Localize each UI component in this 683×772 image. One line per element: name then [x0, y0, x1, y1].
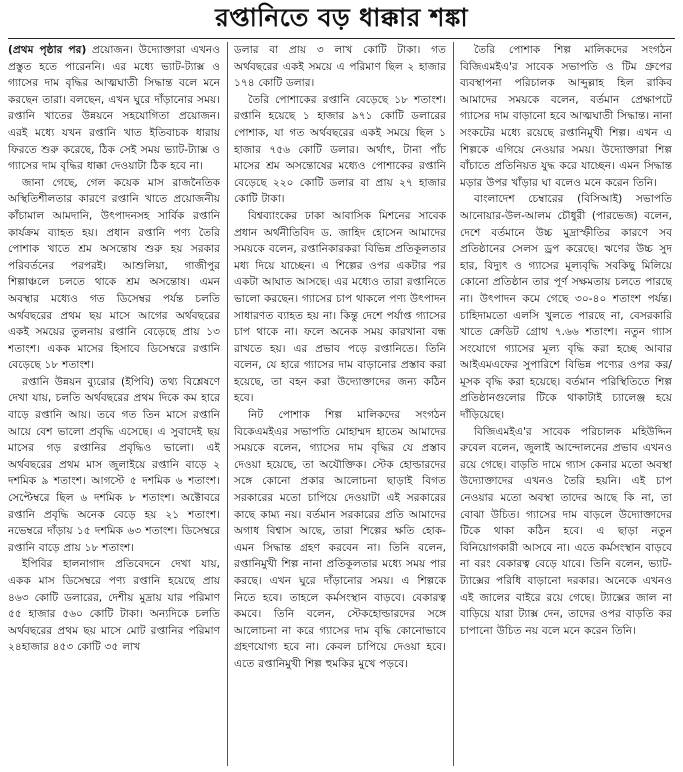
column-2-paragraph-2: তৈরি পোশাকের রপ্তানি বেড়েছে ১৮ শতাংশ। রপ্তানি হয়েছে ১ হাজার ৯৭১ কোটি ডলারের পোশাক, যা গত অর্থবছরের একই সময়ে ছিল ১ হাজার ৭৫৬ কোটি ডলার। অর্থাৎ, টানা পাঁচ মাসের শ্রম অসন্তোষের মধ্যেও পোশাকের রপ্তানি বেড়েছে ২২০ কোটি ডলার বা প্রায় ২৭ হাজার কোটি টাকা।: [234, 93, 446, 206]
article-column-1: [8, 42, 220, 766]
column-1-paragraph-3: রপ্তানি উন্নয়ন ব্যুরোর (ইপিবি) তথ্য বিশ্লেষণে দেখা যায়, চলতি অর্থবছরের প্রথম দিকে কম হারে বাড়ে রপ্তানি আয়। তবে গত তিন মাসে রপ্তানি আয়ে বেশ ভালো প্রবৃদ্ধি এসেছে। এ সুবাদেই ছয় মাসের গড় রপ্তানির প্রবৃদ্ধিও ভালো। এই অর্থবছরের প্রথম মাস জুলাইয়ে রপ্তানি বাড়ে ২ দশমিক ৯ শতাংশ। আগস্টে ৫ দশমিক ৬ শতাংশ। সেপ্টেম্বরে ছিল ৬ দশমিক ৮ শতাংশ। অক্টোবরে রপ্তানি প্রবৃদ্ধি অনেক বেড়ে হয় ২১ শতাংশ। নভেম্বরে দাঁড়ায় ১৫ দশমিক ৬৩ শতাংশ। ডিসেম্বরে রপ্তানি বাড়ে প্রায় ১৮ শতাংশ।: [8, 375, 220, 554]
column-1-paragraph-1: [8, 42, 220, 175]
article-column-2: [234, 42, 446, 766]
column-divider-2: [453, 42, 454, 766]
column-2-paragraph-1: ডলার বা প্রায় ৩ লাখ কোটি টাকা। গত অর্থবছরের একই সময়ে এ পরিমাণ ছিল ২ হাজার ১৭৪ কোটি ডলার।: [234, 44, 446, 90]
headline: রপ্তানিতে বড় ধাক্কার শঙ্কা: [215, 3, 468, 32]
headline-rule: [8, 38, 675, 39]
column-1-paragraph-4: ইপিবির হালনাগাদ প্রতিবেদনে দেখা যায়, একক মাস ডিসেম্বরে পণ্য রপ্তানি হয়েছে প্রায় ৪৬৩ কোটি ডলারের, দেশীয় মুদ্রায় যার পরিমাণ ৫৫ হাজার ৫৬০ কোটি টাকা। অন্যদিকে চলতি অর্থবছরের প্রথম ছয় মাসে মোট রপ্তানির পরিমাণ ২৪হাজার ৪৫৩ কোটি ৩৫ লাখ: [8, 558, 220, 654]
article-columns: [8, 42, 675, 766]
article-column-3: [460, 42, 672, 766]
paragraph-text: প্রয়োজন। উদ্যোক্তারা এখনও প্রস্তুত হতে পারেননি। এর মধ্যে ভ্যাট-ট্যাক্স ও গ্যাসের দাম বৃদ্ধির আত্মঘাতী সিদ্ধান্ত বলে মনে করছেন তারা। বলছেন, এখন ঘুরে দাঁড়ানোর সময়। রপ্তানি খাতের উন্নয়নে সহযোগিতা প্রয়োজন। এরই মধ্যে যখন রপ্তানি খাত ইতিবাচক ধারায় ফিরতে শুরু করেছে, ঠিক সেই সময় ভ্যাট-ট্যাক্স ও গ্যাসের দাম বৃদ্ধির ধাক্কা দেওয়াটা ঠিক হবে না।: [8, 44, 220, 173]
column-1-paragraph-2: জানা গেছে, গেল কয়েক মাস রাজনৈতিক অস্থিতিশীলতার কারণে রপ্তানি খাতে প্রয়োজনীয় কাঁচামাল আমদানি, উৎপাদনসহ সার্বিক রপ্তানি কার্যক্রম ব্যাহত হয়। প্রধান রপ্তানি পণ্য তৈরি পোশাক খাতে শ্রম অসন্তোষ শুরু হয় সরকার পরিবর্তনের পরপরই। আশুলিয়া, গাজীপুর শিল্পাঞ্চলে চলতে থাকে শ্রম অসন্তোষ। এমন অবস্থার মধ্যেও গত ডিসেম্বর পর্যন্ত চলতি অর্থবছরের প্রথম ছয় মাসে আগের অর্থবছরের একই সময়ের তুলনায় রপ্তানি বেড়েছে প্রায় ১৩ শতাংশ। একক মাসের হিসাবে ডিসেম্বরে রপ্তানি বেড়েছে ১৮ শতাংশ।: [8, 176, 220, 372]
column-divider-1: [227, 42, 228, 766]
column-2-paragraph-4: নিট পোশাক শিল্প মালিকদের সংগঠন বিকেএমইএর সভাপতি মোহাম্মদ হাতেম আমাদের সময়কে বলেন, গ্যাসের দাম বৃদ্ধির যে প্রস্তাব দেওয়া হয়েছে, তা অযৌক্তিক। স্টেক হোল্ডারদের সঙ্গে কোনো প্রকার আলোচনা ছাড়াই বিগত সরকারের মতো চাপিয়ে দেওয়াটা এই সরকারের কাছে কাম্য নয়। বর্তমান সরকারের প্রতি আমাদের অগাধ বিশ্বাস আছে, তারা শিল্পের ক্ষতি হোক- এমন সিদ্ধান্ত গ্রহণ করবেন না। তিনি বলেন, রপ্তানিমুখী শিল্প নানা প্রতিকূলতার মধ্যে সময় পার করছে। এখন ঘুরে দাঁড়ানোর সময়। এ শিল্পকে নিতে হবে। তাহলে কর্মসংস্থান বাড়বে। বেকারত্ব কমবে। তিনি বলেন, স্টেকহোল্ডারদের সঙ্গে আলোচনা না করে গ্যাসের দাম বৃদ্ধি কোনোভাবে গ্রহণযোগ্য হবে না। কেবল চাপিয়ে দেওয়া হবে। এতে রপ্তানিমুখী শিল্প হুমকির মুখে পড়বে।: [234, 409, 446, 670]
column-3-paragraph-2: বাংলাদেশ চেম্বারের (বিসিআই) সভাপতি আনোয়ার-উল-আলম চৌধুরী (পারভেজ) বলেন, দেশে বর্তমানে উচ্চ মুদ্রাস্ফীতির কারণে সব প্রতিষ্ঠানের সেলস ড্রপ করেছে। ঋণের উচ্চ সুদ হার, বিদ্যুৎ ও গ্যাসের মূল্যবৃদ্ধি সবকিছু মিলিয়ে কোনো প্রতিষ্ঠান তার পূর্ণ সক্ষমতায় চলতে পারছে না। উৎপাদন কমে গেছে ৩০-৪০ শতাংশ পর্যন্ত। চাহিদামতো এলসি খুলতে পারছে না, বেসরকারি খাতে ক্রেডিট গ্রোথ ৭.৬৬ শতাংশ। নতুন গ্যাস সংযোগে গ্যাসের মূল্য বৃদ্ধি করা হচ্ছে আবার আইএমএফের সুপারিশে বিভিন্ন পণ্যের ওপর কর/মূসক বৃদ্ধি করা হয়েছে। বর্তমান পরিস্থিতিতে শিল্প প্রতিষ্ঠানগুলোর টিকে থাকাটাই চ্যালেঞ্জ হয়ে দাঁড়িয়েছে।: [460, 193, 672, 422]
continuation-lead: (প্রথম পৃষ্ঠার পর): [8, 44, 87, 56]
column-3-paragraph-3: বিজিএমইএ'র সাবেক পরিচালক মহিউদ্দিন রুবেল বলেন, জুলাই আন্দোলনের প্রভাব এখনও রয়ে গেছে। বাড়তি দামে গ্যাস কেনার মতো অবস্থা উদ্যোক্তাদের এখনও তৈরি হয়নি। এই চাপ নেওয়ার মতো অবস্থা তাদের আছে কি না, তা বোঝা উচিত। গ্যাসের দাম বাড়লে উদ্যোক্তাদের টিকে থাকা কঠিন হবে। এ ছাড়া নতুন বিনিয়োগকারী আসবে না। এতে কর্মসংস্থান বাড়বে না বরং বেকারত্ব বেড়ে যাবে। তিনি বলেন, ভ্যাট-ট্যাক্সের পরিধি বাড়ানো দরকার। অনেকে এখনও এই জালের বাইরে রয়ে গেছে। ট্যাক্সের জাল না বাড়িয়ে যারা ট্যাক্স দেন, তাদের ওপর বাড়তি কর চাপানো উচিত নয় বলে মনে করেন তিনি।: [460, 425, 672, 637]
column-2-paragraph-3: বিশ্বব্যাংকের ঢাকা আবাসিক মিশনের সাবেক প্রধান অর্থনীতিবিদ ড. জাহিদ হোসেন আমাদের সময়কে বলেন, রপ্তানিকারকরা বিভিন্ন প্রতিকূলতার মধ্য দিয়ে যাচ্ছেন। এ শিল্পের ওপর একটার পর একটা আঘাত আসছে। এর মধ্যেও তারা রপ্তানিতে ভালো করছেন। গ্যাসের চাপ থাকলে পণ্য উৎপাদন সাধারণত ব্যাহত হয় না। কিন্তু দেশে পর্যাপ্ত গ্যাসের চাপ থাকে না। ফলে অনেক সময় কারখানা বন্ধ রাখতে হয়। এর প্রভাব পড়ে রপ্তানিতে। তিনি বলেন, যে হারে গ্যাসের দাম বাড়ানোর প্রস্তাব করা হয়েছে, তা বহন করা উদ্যোক্তাদের জন্য কঠিন হবে।: [234, 209, 446, 405]
column-3-paragraph-1: তৈরি পোশাক শিল্প মালিকদের সংগঠন বিজিএমইএ'র সাবেক সভাপতি ও টিম গ্রুপের ব্যবস্থাপনা পরিচালক আব্দুল্লাহ হিল রাকিব আমাদের সময়কে বলেন, বর্তমান প্রেক্ষাপটে গ্যাসের দাম বাড়ানো হবে আত্মঘাতী সিদ্ধান্ত। নানা সংকটের মধ্যে রয়েছে রপ্তানিমুখী শিল্প। এখন এ শিল্পকে এগিয়ে নেওয়ার সময়। উদ্যোক্তারা শিল্প বাঁচাতে প্রতিনিয়ত যুদ্ধ করে যাচ্ছেন। এমন সিদ্ধান্ত মড়ার উপর খাঁড়ার ঘা বলেও মনে করেন তিনি।: [460, 44, 672, 189]
